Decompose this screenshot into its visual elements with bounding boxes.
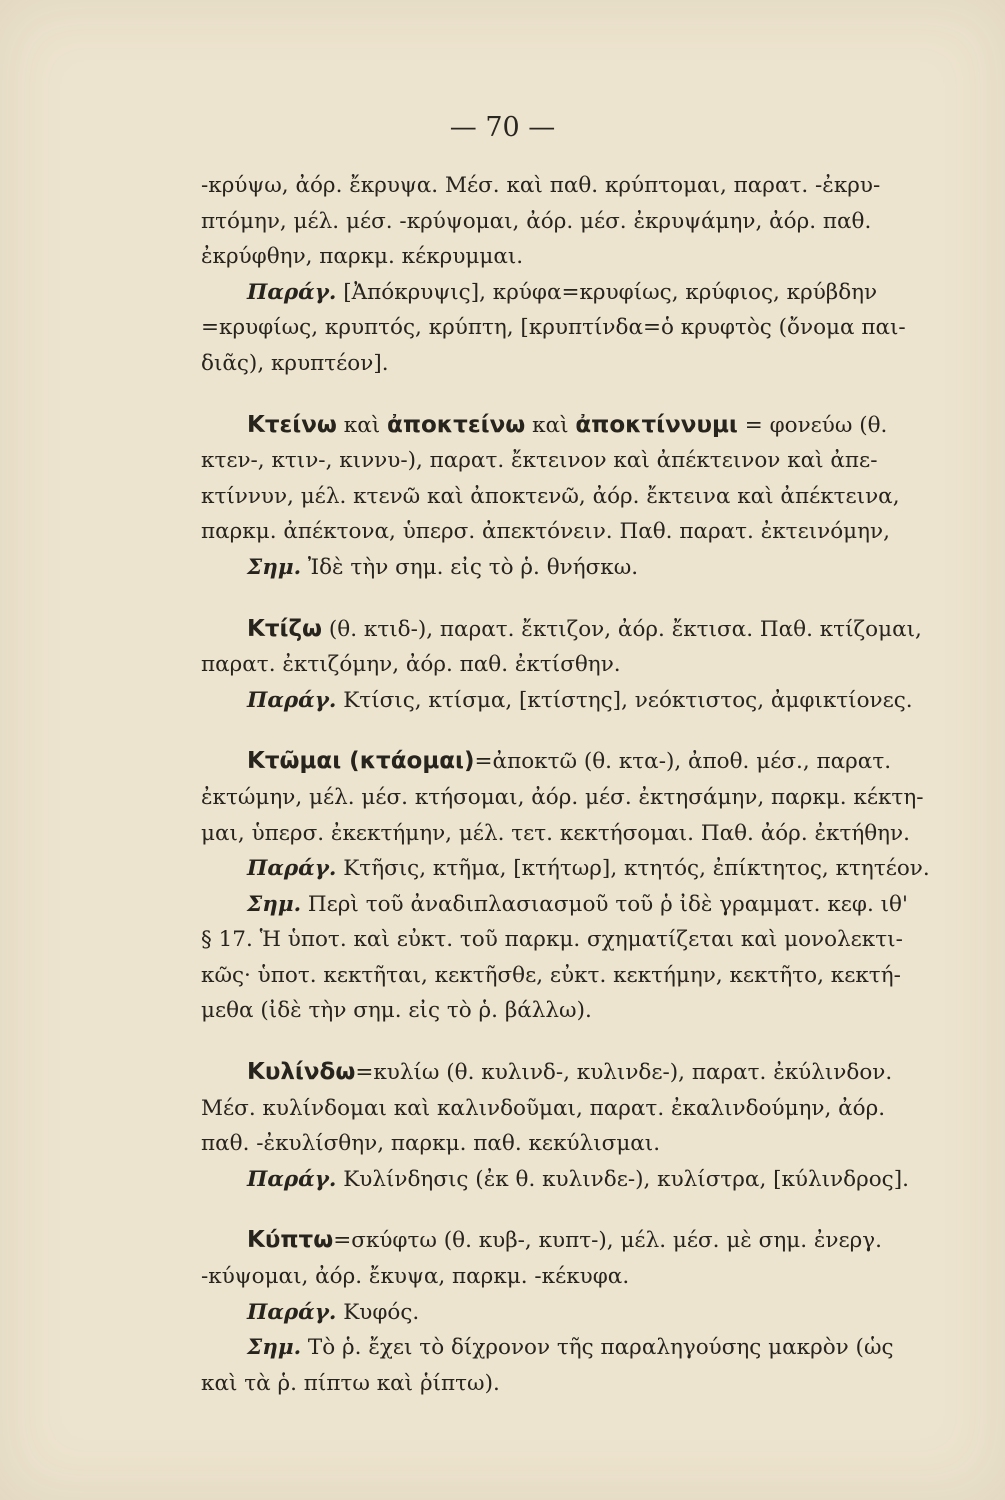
headword: Κτίζω xyxy=(247,615,323,642)
derivatives-tag: Παράγ. xyxy=(247,1166,337,1192)
note-text: Ἰδὲ τὴν σημ. εἰς τὸ ῥ. θνήσκω. xyxy=(307,554,639,580)
entry-ktwmai xyxy=(201,744,953,1029)
headword: ἀποκτείνω xyxy=(387,411,526,438)
text-line: ἐκρύφθην, παρκμ. κέκρυμμαι. xyxy=(201,244,524,270)
derivatives-text: [Ἀπόκρυψις], κρύφα=κρυφίως, κρύφιος, κρύβδην xyxy=(343,279,878,305)
text-line: Μέσ. κυλίνδομαι καὶ καλινδοῦμαι, παρατ. ἐκαλινδούμην, ἀόρ. xyxy=(201,1095,886,1121)
derivatives-tag: Παράγ. xyxy=(247,279,337,305)
note-tag: Σημ. xyxy=(247,554,302,580)
headword-line xyxy=(201,1223,953,1259)
definition: = φονεύω (θ. xyxy=(744,412,888,438)
note-line xyxy=(201,887,953,923)
text-line: κῶς· ὑποτ. κεκτῆται, κεκτῆσθε, εὐκτ. κεκτήμην, κεκτῆτο, κεκτή- xyxy=(201,962,901,988)
text-line: μαι, ὑπερσ. ἐκεκτήμην, μέλ. τετ. κεκτήσομαι. Παθ. ἀόρ. ἐκτήθην. xyxy=(201,820,910,846)
dictionary-text xyxy=(201,168,953,1401)
entry-gap xyxy=(201,586,953,612)
entry-gap xyxy=(201,1197,953,1223)
page-number: — 70 — xyxy=(449,112,556,143)
connector: καὶ xyxy=(532,412,569,438)
derivatives-text: Κτῆσις, κτῆμα, [κτήτωρ], κτητός, ἐπίκτητος, κτητέον. xyxy=(343,856,930,882)
text-line: παρατ. ἐκτιζόμην, ἀόρ. παθ. ἐκτίσθην. xyxy=(201,652,621,678)
headword-line xyxy=(201,1055,953,1091)
text-line: πτόμην, μέλ. μέσ. -κρύψομαι, ἀόρ. μέσ. ἐκρυψάμην, ἀόρ. παθ. xyxy=(201,208,872,234)
text-line: κτεν-, κτιν-, κιννυ-), παρατ. ἔκτεινον καὶ ἀπέκτεινον καὶ ἀπε- xyxy=(201,448,878,474)
entry-gap xyxy=(201,382,953,408)
derivatives-line xyxy=(201,1295,953,1331)
derivatives-text: Κυφός. xyxy=(343,1299,420,1325)
derivatives-line xyxy=(201,1162,953,1198)
headword: Κτῶμαι (κτάομαι) xyxy=(247,748,475,775)
derivatives-text: Κτίσις, κτίσμα, [κτίστης], νεόκτιστος, ἀμφικτίονες. xyxy=(343,687,913,713)
text-line: παρκμ. ἀπέκτονα, ὑπερσ. ἀπεκτόνειν. Παθ. παρατ. ἐκτεινόμην, xyxy=(201,519,890,545)
entry-kylindw xyxy=(201,1055,953,1197)
headword: ἀποκτίννυμι xyxy=(575,411,738,438)
text-line: § 17. Ἡ ὑποτ. καὶ εὐκτ. τοῦ παρκμ. σχηματίζεται καὶ μονολεκτι- xyxy=(201,927,903,953)
note-tag: Σημ. xyxy=(247,1335,302,1361)
derivatives-tag: Παράγ. xyxy=(247,856,337,882)
text-line: μεθα (ἰδὲ τὴν σημ. εἰς τὸ ῥ. βάλλω). xyxy=(201,998,592,1024)
derivatives-tag: Παράγ. xyxy=(247,687,337,713)
derivatives-line xyxy=(201,683,953,719)
entry-kryptw-continuation xyxy=(201,168,953,382)
text-line: =κρυφίως, κρυπτός, κρύπτη, [κρυπτίνδα=ὁ κρυφτὸς (ὄνομα παι- xyxy=(201,315,906,341)
definition: =κυλίω (θ. κυλινδ-, κυλινδε-), παρατ. ἐκύλινδον. xyxy=(355,1060,893,1086)
derivatives-line xyxy=(201,275,953,311)
text-line: -κρύψω, ἀόρ. ἔκρυψα. Μέσ. καὶ παθ. κρύπτομαι, παρατ. -ἐκρυ- xyxy=(201,173,881,198)
definition: =σκύφτω (θ. κυβ-, κυπτ-), μέλ. μέσ. μὲ σημ. ἐνεργ. xyxy=(333,1228,882,1254)
note-text: Περὶ τοῦ ἀναδιπλασιασμοῦ τοῦ ῥ ἰδὲ γραμματ. κεφ. ιθ' xyxy=(307,891,908,917)
entry-kyptw xyxy=(201,1223,953,1401)
entry-ktizw xyxy=(201,612,953,719)
headword-line xyxy=(201,612,953,648)
headword-line xyxy=(201,408,953,444)
text-line: κτίννυν, μέλ. κτενῶ καὶ ἀποκτενῶ, ἀόρ. ἔκτεινα καὶ ἀπέκτεινα, xyxy=(201,483,900,509)
text-line: καὶ τὰ ῥ. πίπτω καὶ ῥίπτω). xyxy=(201,1370,500,1396)
entry-kteinw xyxy=(201,408,953,586)
definition: (θ. κτιδ-), παρατ. ἔκτιζον, ἀόρ. ἔκτισα. Παθ. κτίζομαι, xyxy=(328,616,922,642)
headword: Κτείνω xyxy=(247,411,337,438)
text-line: ἐκτώμην, μέλ. μέσ. κτήσομαι, ἀόρ. μέσ. ἐκτησάμην, παρκμ. κέκτη- xyxy=(201,784,924,810)
text-line: διᾶς), κρυπτέον]. xyxy=(201,350,389,376)
entry-gap xyxy=(201,718,953,744)
headword: Κυλίνδω xyxy=(247,1059,356,1086)
connector: καὶ xyxy=(343,412,381,438)
text-line: -κύψομαι, ἀόρ. ἔκυψα, παρκμ. -κέκυφα. xyxy=(201,1264,630,1290)
text-line: παθ. -ἐκυλίσθην, παρκμ. παθ. κεκύλισμαι. xyxy=(201,1131,661,1157)
note-line xyxy=(201,550,953,586)
entry-gap xyxy=(201,1029,953,1055)
headword: Κύπτω xyxy=(247,1227,334,1254)
derivatives-tag: Παράγ. xyxy=(247,1299,337,1325)
definition: =ἀποκτῶ (θ. κτα-), ἀποθ. μέσ., παρατ. xyxy=(474,749,892,775)
headword-line xyxy=(201,744,953,780)
note-line xyxy=(201,1330,953,1366)
derivatives-text: Κυλίνδησις (ἐκ θ. κυλινδε-), κυλίστρα, [κύλινδρος]. xyxy=(343,1166,909,1192)
derivatives-line xyxy=(201,851,953,887)
note-tag: Σημ. xyxy=(247,891,302,917)
note-text: Τὸ ῥ. ἔχει τὸ δίχρονον τῆς παραληγούσης μακρὸν (ὡς xyxy=(307,1335,894,1361)
